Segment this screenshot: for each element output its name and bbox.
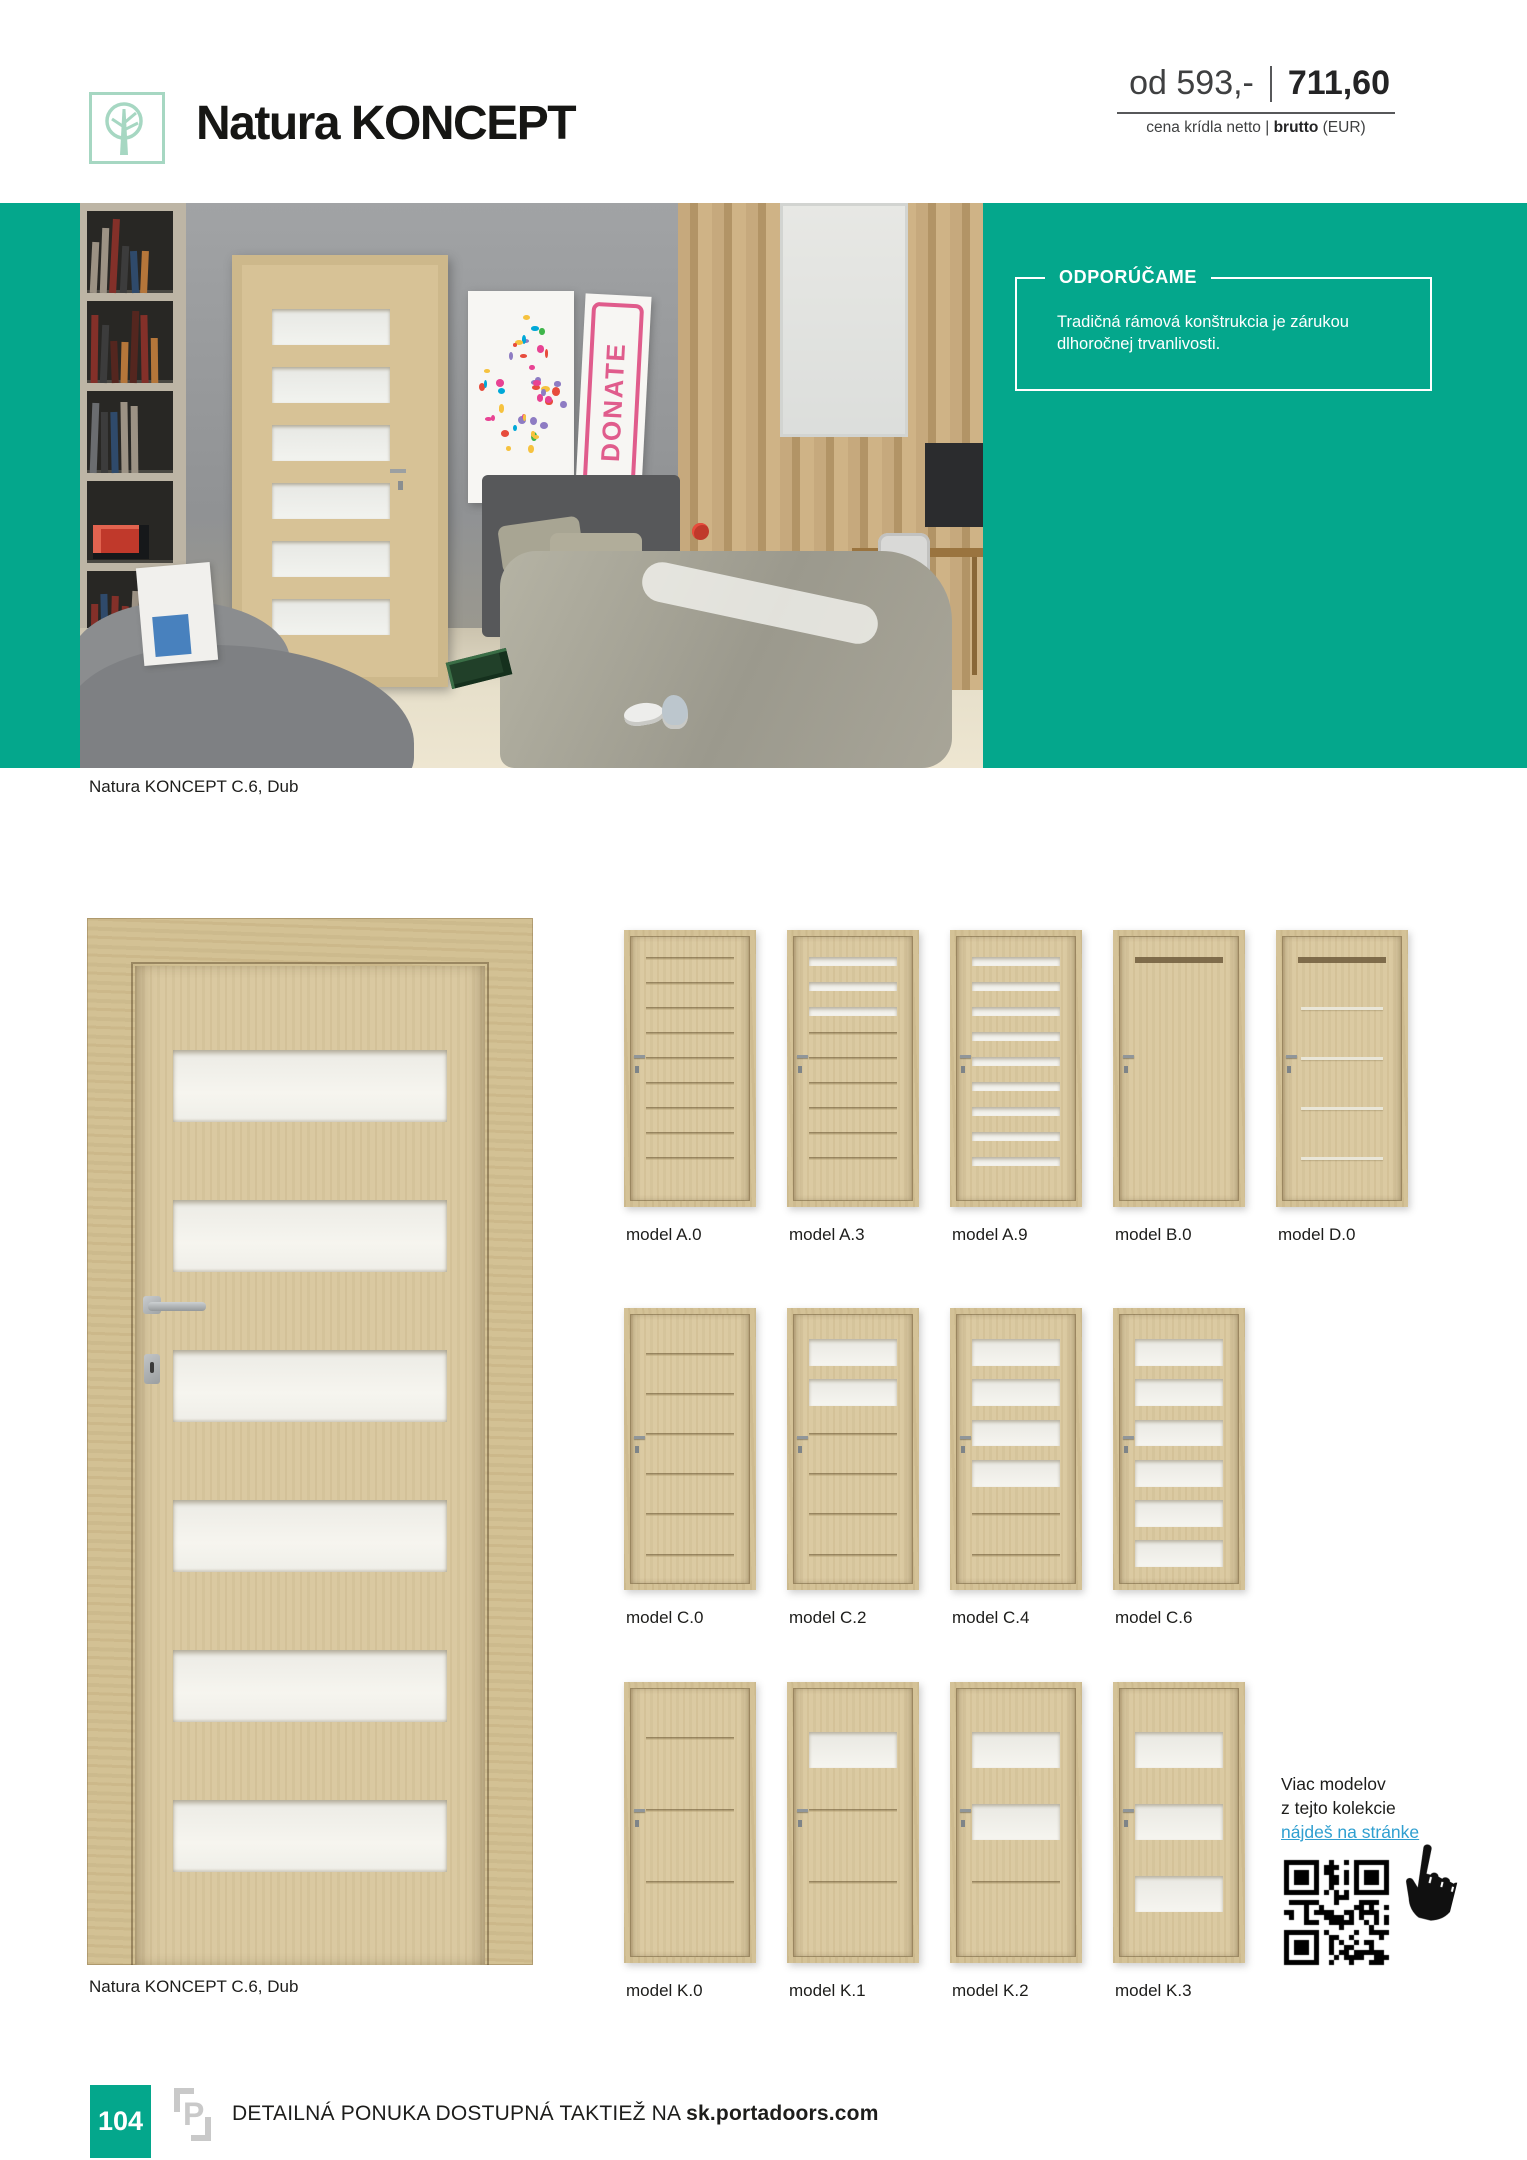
glass-pane	[1135, 1460, 1222, 1487]
door-keyhole	[1287, 1066, 1291, 1073]
glass-pane	[1135, 1379, 1222, 1406]
glass-pane	[972, 1460, 1059, 1487]
panel-groove	[1301, 1157, 1384, 1160]
more-models-link[interactable]: nájdeš na stránke	[1281, 1822, 1420, 1842]
panel-groove	[646, 1881, 733, 1884]
door-thumb-model-c-6	[1113, 1308, 1245, 1590]
panel-groove	[809, 1132, 896, 1135]
more-models-line1: Viac modelov	[1281, 1774, 1386, 1794]
book-spine	[130, 311, 140, 383]
glass-pane	[972, 957, 1059, 966]
more-models-block	[1281, 1772, 1511, 1844]
door-keyhole	[961, 1820, 965, 1827]
door-handle	[634, 1055, 645, 1058]
panel-groove	[646, 1082, 733, 1085]
glass-pane	[972, 1379, 1059, 1406]
book-spine	[109, 219, 120, 293]
door-handle	[797, 1055, 808, 1058]
panel-groove	[809, 1513, 896, 1516]
glass-pane	[972, 1339, 1059, 1366]
glass-pane	[972, 1804, 1059, 1840]
glass-pane	[972, 1107, 1059, 1116]
panel-groove	[646, 1473, 733, 1476]
book-spine	[100, 325, 109, 383]
footer-text: DETAILNÁ PONUKA DOSTUPNÁ TAKTIEŽ NA sk.portadoors.com	[232, 2102, 879, 2125]
book-spine	[90, 403, 100, 473]
shopping-bag	[136, 562, 218, 666]
panel-groove	[809, 1057, 896, 1060]
book-spine	[91, 315, 99, 383]
panel-groove	[1301, 1007, 1384, 1010]
door-thumb-model-b-0	[1113, 930, 1245, 1207]
glass-pane	[1135, 1804, 1222, 1840]
door-thumb-model-a-0	[624, 930, 756, 1207]
door-thumb-model-c-0	[624, 1308, 756, 1590]
panel-groove	[646, 1353, 733, 1356]
model-label: model C.2	[789, 1608, 867, 1627]
door-slab	[135, 966, 485, 1965]
door-keyhole	[798, 1446, 802, 1453]
hero-caption: Natura KONCEPT C.6, Dub	[89, 777, 299, 796]
book-spine	[121, 342, 129, 383]
door-keyhole	[1124, 1446, 1128, 1453]
glass-pane	[972, 982, 1059, 991]
price-divider	[1270, 66, 1272, 102]
book-spine	[120, 402, 128, 473]
door-keyhole	[635, 1820, 639, 1827]
shelf-cell	[87, 211, 173, 293]
panel-groove	[646, 1393, 733, 1396]
panel-groove	[646, 1513, 733, 1516]
panel-groove	[646, 1433, 733, 1436]
glass-pane	[1135, 1339, 1222, 1366]
glass-pane	[809, 1379, 896, 1406]
door-keyhole	[1124, 1066, 1128, 1073]
door-handle	[797, 1436, 808, 1439]
monitor	[925, 443, 983, 527]
panel-groove	[1298, 957, 1385, 963]
glass-pane	[972, 1057, 1059, 1066]
door-keyhole	[798, 1820, 802, 1827]
logo-letter: P	[183, 2096, 205, 2132]
porta-logo	[174, 2088, 211, 2141]
hand-pointer-icon	[1386, 1832, 1466, 1929]
glass-pane	[972, 1032, 1059, 1041]
glass-pane	[173, 1800, 447, 1872]
model-label: model A.9	[952, 1225, 1028, 1244]
panel-groove	[809, 1082, 896, 1085]
hero-banner	[0, 203, 1527, 768]
panel-groove	[809, 1554, 896, 1557]
panel-groove	[1301, 1057, 1384, 1060]
more-models-line2: z tejto kolekcie	[1281, 1798, 1396, 1818]
glass-pane	[1135, 1420, 1222, 1447]
glass-pane	[972, 1420, 1059, 1447]
poster-bike	[468, 291, 574, 503]
panel-groove	[646, 1809, 733, 1812]
panel-groove	[1301, 1107, 1384, 1110]
shelf-cell	[87, 301, 173, 383]
glass-pane	[972, 1007, 1059, 1016]
door-handle	[1123, 1436, 1134, 1439]
price-note: cena krídla netto | brutto (EUR)	[1146, 119, 1366, 136]
page-title: Natura KONCEPT	[196, 97, 576, 150]
panel-groove	[972, 1513, 1059, 1516]
door-handle	[1286, 1055, 1297, 1058]
poster-donate: DONATE	[574, 293, 651, 510]
collection-logo	[89, 92, 165, 164]
panel-groove	[1135, 957, 1222, 963]
door-thumb-model-c-4	[950, 1308, 1082, 1590]
alarm-clock	[692, 523, 709, 540]
panel-groove	[809, 1157, 896, 1160]
door-thumb-model-k-0	[624, 1682, 756, 1963]
model-label: model C.4	[952, 1608, 1030, 1627]
book-spine	[100, 228, 109, 293]
model-label: model C.0	[626, 1608, 704, 1627]
door-keyhole	[961, 1446, 965, 1453]
toy-truck	[93, 525, 149, 559]
price-rule	[1117, 112, 1395, 114]
glass-pane	[972, 1082, 1059, 1091]
panel-groove	[646, 1032, 733, 1035]
glass-pane	[173, 1050, 447, 1122]
glass-pane	[272, 599, 390, 635]
model-label: model K.1	[789, 1981, 866, 2000]
sheer-curtain	[780, 203, 908, 437]
panel-groove	[646, 1107, 733, 1110]
door-thumb-model-k-1	[787, 1682, 919, 1963]
door-keyhole	[398, 481, 403, 490]
glass-pane	[272, 483, 390, 519]
room-photo	[80, 203, 983, 768]
book-spine	[90, 242, 100, 293]
recommendation-box	[1015, 267, 1432, 391]
panel-groove	[646, 957, 733, 960]
book-spine	[120, 246, 129, 293]
door-keyhole	[798, 1066, 802, 1073]
door-handle	[960, 1055, 971, 1058]
page-number: 104	[97, 2106, 144, 2136]
glass-pane	[173, 1200, 447, 1272]
door-thumb-model-a-9	[950, 930, 1082, 1207]
price-block	[1129, 64, 1390, 103]
glass-pane	[1135, 1540, 1222, 1567]
showcase-door	[87, 918, 533, 1965]
panel-groove	[646, 982, 733, 985]
qr-code	[1281, 1857, 1392, 1968]
glass-pane	[809, 957, 896, 966]
door-thumb-model-a-3	[787, 930, 919, 1207]
glass-pane	[972, 1132, 1059, 1141]
panel-groove	[646, 1737, 733, 1740]
model-label: model B.0	[1115, 1225, 1192, 1244]
glass-pane	[173, 1500, 447, 1572]
panel-groove	[809, 1433, 896, 1436]
book-spine	[110, 412, 118, 473]
glass-pane	[972, 1732, 1059, 1768]
tree-icon	[92, 97, 156, 157]
panel-groove	[809, 1809, 896, 1812]
panel-groove	[646, 1554, 733, 1557]
page-number-badge	[90, 2085, 151, 2158]
glass-pane	[173, 1350, 447, 1422]
door-thumb-model-k-2	[950, 1682, 1082, 1963]
door-keyhole	[635, 1066, 639, 1073]
book-spine	[140, 251, 149, 293]
panel-groove	[646, 1057, 733, 1060]
glass-pane	[272, 425, 390, 461]
door-handle	[960, 1809, 971, 1812]
sneaker	[662, 695, 688, 729]
door-handle	[1123, 1809, 1134, 1812]
door-handle	[960, 1436, 971, 1439]
door-handle	[390, 469, 406, 473]
glass-pane	[1135, 1500, 1222, 1527]
glass-pane	[1135, 1876, 1222, 1912]
glass-pane	[272, 541, 390, 577]
model-label: model A.0	[626, 1225, 702, 1244]
model-label: model D.0	[1278, 1225, 1356, 1244]
panel-groove	[809, 1473, 896, 1476]
model-label: model K.0	[626, 1981, 703, 2000]
door-keyhole	[635, 1446, 639, 1453]
door-keyhole	[961, 1066, 965, 1073]
price-netto: od 593,-	[1129, 64, 1254, 102]
handle-lever	[148, 1302, 206, 1311]
door-handle	[797, 1809, 808, 1812]
glass-pane	[809, 1339, 896, 1366]
shelf-cell	[87, 481, 173, 563]
book-spine	[130, 251, 139, 293]
panel-groove	[646, 1007, 733, 1010]
glass-pane	[272, 309, 390, 345]
book-spine	[140, 315, 148, 383]
showcase-caption: Natura KONCEPT C.6, Dub	[89, 1977, 299, 1996]
panel-groove	[646, 1157, 733, 1160]
panel-groove	[809, 1881, 896, 1884]
glass-pane	[972, 1157, 1059, 1166]
door-keyhole	[1124, 1820, 1128, 1827]
panel-groove	[972, 1881, 1059, 1884]
panel-groove	[809, 1032, 896, 1035]
door-thumb-model-d-0	[1276, 930, 1408, 1207]
model-label: model K.2	[952, 1981, 1029, 2000]
glass-pane	[809, 1732, 896, 1768]
door-handle	[634, 1809, 645, 1812]
glass-pane	[173, 1650, 447, 1722]
door-thumb-model-c-2	[787, 1308, 919, 1590]
recommendation-title: ODPORÚČAME	[1045, 267, 1211, 288]
panel-groove	[809, 1107, 896, 1110]
glass-pane	[809, 1007, 896, 1016]
recommendation-text: Tradičná rámová konštrukcia je zárukou dlhoročnej trvanlivosti.	[1057, 313, 1349, 353]
keyhole	[150, 1362, 154, 1373]
footer-url[interactable]: sk.portadoors.com	[686, 2102, 879, 2125]
model-label: model A.3	[789, 1225, 865, 1244]
model-label: model C.6	[1115, 1608, 1193, 1627]
shelf-cell	[87, 391, 173, 473]
book-spine	[131, 406, 139, 473]
glass-pane	[1135, 1732, 1222, 1768]
book-spine	[110, 341, 119, 383]
door-handle	[1123, 1055, 1134, 1058]
panel-groove	[646, 1132, 733, 1135]
book-spine	[151, 338, 159, 383]
panel-groove	[972, 1554, 1059, 1557]
price-brutto: 711,60	[1287, 64, 1390, 102]
model-label: model K.3	[1115, 1981, 1192, 2000]
glass-pane	[272, 367, 390, 403]
door-thumb-model-k-3	[1113, 1682, 1245, 1963]
glass-pane	[809, 982, 896, 991]
door-handle	[634, 1436, 645, 1439]
book-spine	[101, 412, 108, 473]
